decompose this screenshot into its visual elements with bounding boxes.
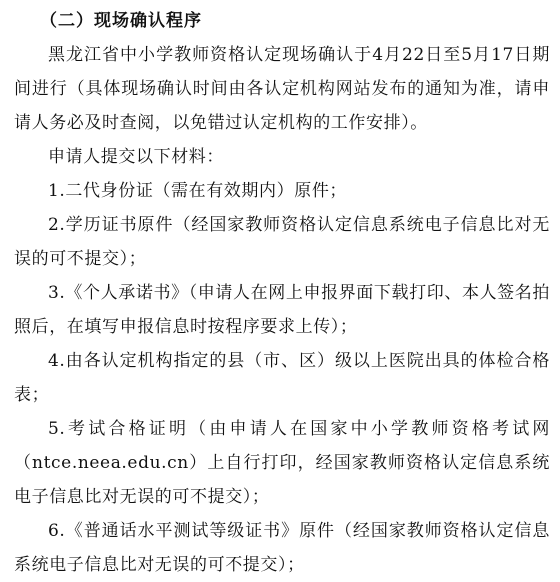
materials-lead: 申请人提交以下材料： — [48, 147, 224, 167]
material-item-6: 6.《普通话水平测试等级证书》原件（经国家教师资格认定信息系统电子信息比对无误的可不提交）； — [14, 521, 550, 575]
material-item-4: 4.由各认定机构指定的县（市、区）级以上医院出具的体检合格表； — [14, 351, 550, 405]
section-heading: （二）现场确认程序 — [40, 11, 202, 31]
material-item-1: 1.二代身份证（需在有效期内）原件； — [48, 181, 348, 201]
intro-paragraph: 黑龙江省中小学教师资格认定现场确认于4月22日至5月17日期间进行（具体现场确认时间由各认定机构网站发布的通知为准，请申请人务必及时查阅，以免错过认定机构的工作安排）。 — [14, 45, 550, 133]
material-item-2: 2.学历证书原件（经国家教师资格认定信息系统电子信息比对无误的可不提交）； — [14, 215, 550, 269]
material-item-5: 5.考试合格证明（由申请人在国家中小学教师资格考试网（ntce.neea.edu.cn）上自行打印，经国家教师资格认定信息系统电子信息比对无误的可不提交）； — [14, 419, 550, 507]
material-item-3: 3.《个人承诺书》（申请人在网上申报界面下载打印、本人签名拍照后，在填写申报信息时按程序要求上传）； — [14, 283, 550, 337]
